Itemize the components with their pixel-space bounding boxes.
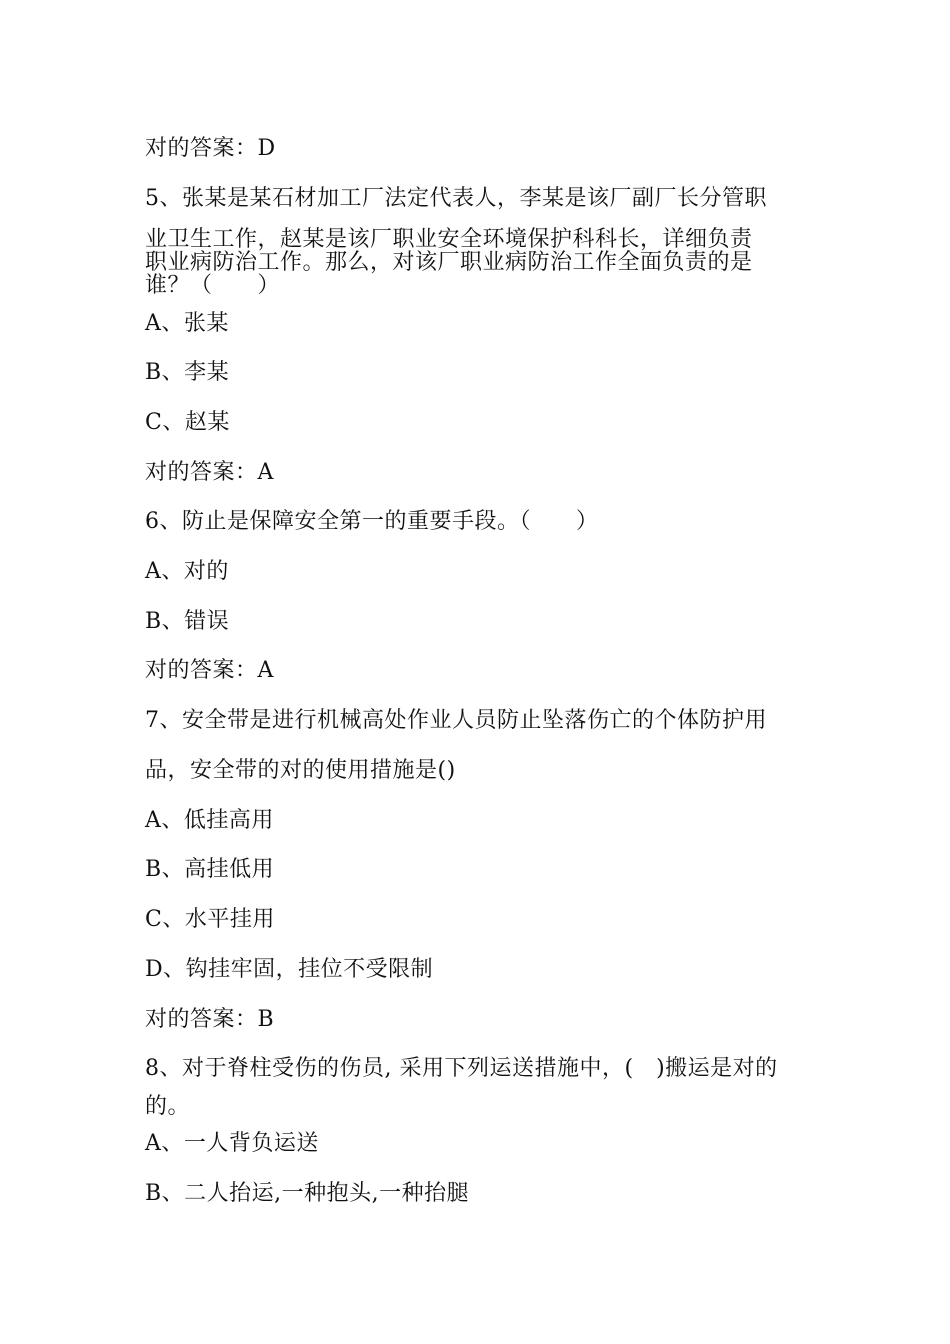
question-6-line-1: 6、防止是保障安全第一的重要手段。（ ） bbox=[145, 509, 599, 534]
answer-line-q7: 对的答案：B bbox=[145, 1007, 275, 1032]
question-7-option-d: D、钩挂牢固，挂位不受限制 bbox=[145, 957, 434, 982]
question-8-option-a: A、一人背负运送 bbox=[145, 1131, 319, 1156]
question-5-line-1: 5、张某是某石材加工厂法定代表人，李某是该厂副厂长分管职 bbox=[145, 186, 767, 211]
question-8-option-b: B、二人抬运,一种抱头,一种抬腿 bbox=[145, 1181, 470, 1206]
question-5-option-a: A、张某 bbox=[145, 311, 229, 336]
question-7-line-2: 品，安全带的对的使用措施是() bbox=[145, 758, 456, 783]
question-5-option-c: C、赵某 bbox=[145, 410, 230, 435]
question-5-line-3: 职业病防治工作。那么，对该厂职业病防治工作全面负责的是 bbox=[145, 250, 753, 275]
answer-line-q4: 对的答案：D bbox=[145, 136, 276, 161]
question-6-option-a: A、对的 bbox=[145, 559, 229, 584]
answer-line-q5: 对的答案：A bbox=[145, 460, 274, 485]
question-5-option-b: B、李某 bbox=[145, 360, 230, 385]
question-8-line-1: 8、对于脊柱受伤的伤员, 采用下列运送措施中，( )搬运是对的 bbox=[145, 1056, 778, 1081]
question-7-option-a: A、低挂高用 bbox=[145, 808, 274, 833]
question-8-line-2: 的。 bbox=[145, 1094, 191, 1119]
question-7-line-1: 7、安全带是进行机械高处作业人员防止坠落伤亡的个体防护用 bbox=[145, 708, 767, 733]
question-5-line-4: 谁？（ ） bbox=[145, 273, 281, 298]
question-6-option-b: B、错误 bbox=[145, 609, 230, 634]
question-7-option-b: B、高挂低用 bbox=[145, 857, 275, 882]
question-7-option-c: C、水平挂用 bbox=[145, 907, 275, 932]
answer-line-q6: 对的答案：A bbox=[145, 658, 274, 683]
question-5-line-2: 业卫生工作，赵某是该厂职业安全环境保护科科长，详细负责 bbox=[145, 227, 753, 252]
